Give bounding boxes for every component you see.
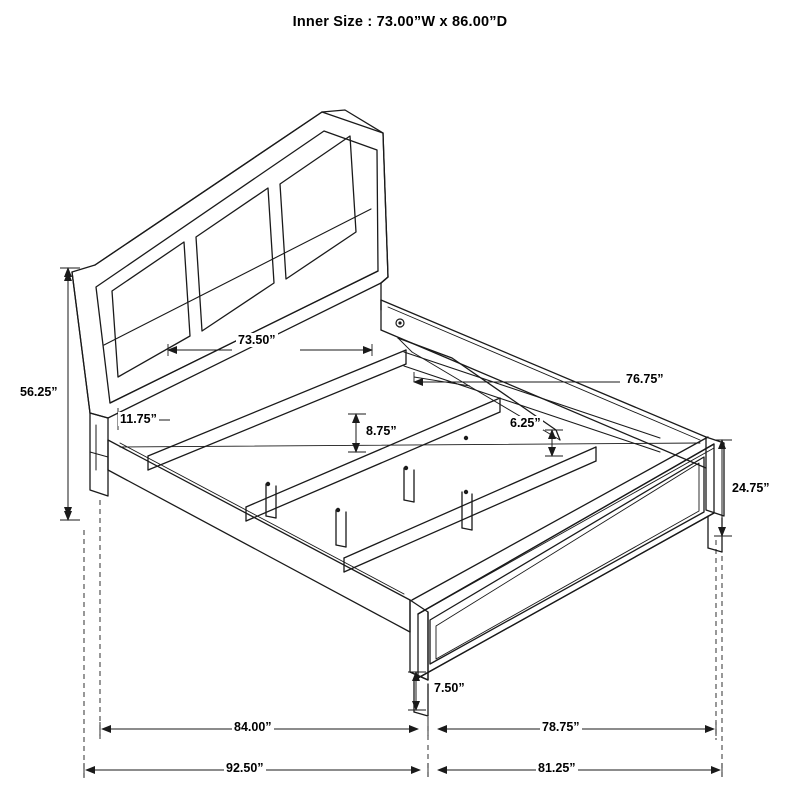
- dim-label-depth-right-segment: 78.75”: [542, 720, 580, 734]
- dim-label-side-rail-height: 6.25”: [510, 416, 541, 430]
- page-title: Inner Size : 73.00”W x 86.00”D: [292, 14, 508, 30]
- dim-label-headboard-lower-height: 11.75”: [120, 412, 157, 426]
- dim-label-depth-left-segment: 84.00”: [234, 720, 272, 734]
- dim-label-footboard-height: 24.75”: [732, 481, 770, 495]
- dim-label-headboard-width: 73.50”: [238, 333, 276, 347]
- dim-label-overall-right-segment: 81.25”: [538, 761, 576, 775]
- dim-label-slat-height: 8.75”: [366, 424, 397, 438]
- dim-label-footboard-clearance: 7.50”: [434, 681, 465, 695]
- dim-label-rail-inner-depth: 76.75”: [626, 372, 664, 386]
- dim-label-overall-left-segment: 92.50”: [226, 761, 264, 775]
- dim-label-height-overall: 56.25”: [20, 385, 58, 399]
